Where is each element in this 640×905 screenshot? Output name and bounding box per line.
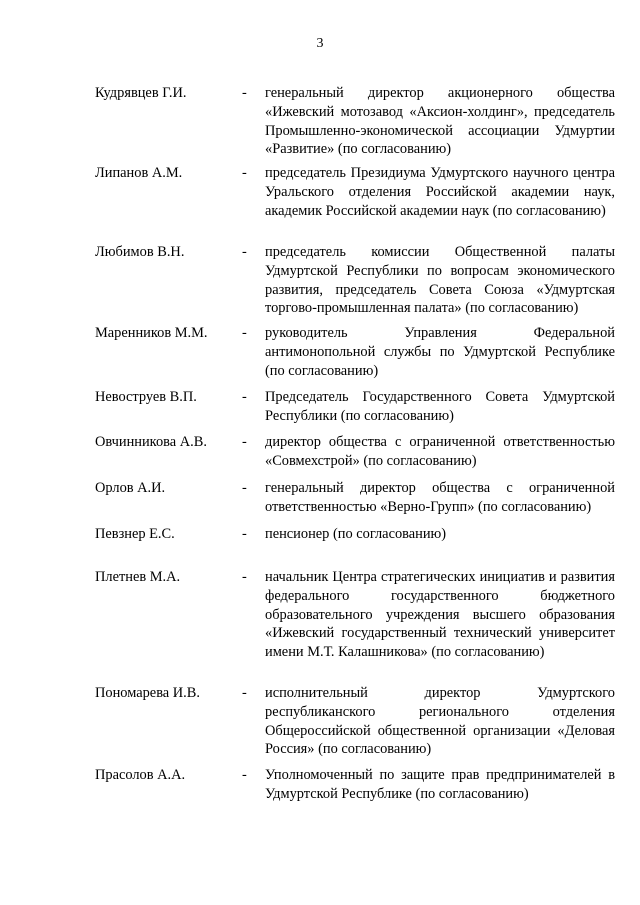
dash-separator: - [242,526,247,542]
member-position: Председатель Государственного Совета Удмуртской Республики (по согласованию) [265,389,615,424]
member-name: Певзнер Е.С. [95,526,175,542]
page-number: 3 [316,36,324,51]
dash-separator: - [242,165,247,181]
member-position: пенсионер (по согласованию) [265,526,447,542]
member-position: председатель Президиума Удмуртского научного центра Уральского отделения Российской академии наук, академик Российской академии наук (по согласованию) [265,165,615,219]
member-name: Пономарева И.В. [95,685,200,701]
member-position: генеральный директор общества с ограниченной ответственностью «Верно-Групп» (по согласованию) [265,480,615,515]
member-position: Уполномоченный по защите прав предпринимателей в Удмуртской Республике (по согласованию) [265,767,615,802]
member-name: Кудрявцев Г.И. [95,85,187,101]
member-name: Орлов А.И. [95,480,166,496]
dash-separator: - [242,325,247,341]
dash-separator: - [242,434,247,450]
dash-separator: - [242,767,247,783]
dash-separator: - [242,244,247,260]
member-name: Плетнев М.А. [95,569,181,585]
member-name: Маренников М.М. [95,325,208,341]
member-position: руководитель Управления Федеральной антимонопольной службы по Удмуртской Республике (по согласованию) [265,325,615,379]
member-position: генеральный директор акционерного общества «Ижевский мотозавод «Аксион-холдинг», председатель Промышленно-экономической ассоциации Удмуртии «Развитие» (по согласованию) [265,85,615,158]
dash-separator: - [242,389,247,405]
member-name: Невоструев В.П. [95,389,197,405]
member-name: Прасолов А.А. [95,767,186,783]
dash-separator: - [242,85,247,101]
member-name: Любимов В.Н. [95,244,185,260]
member-position: исполнительный директор Удмуртского республиканского регионального отделения Общероссийской общественной организации «Деловая Россия» (по согласованию) [265,685,615,758]
member-position: начальник Центра стратегических инициатив и развития федерального государственного бюджетного образовательного учреждения высшего образования «Ижевский государственный технический университет имени М.Т. Калашникова» (по согласованию) [265,569,615,661]
member-position: директор общества с ограниченной ответственностью «Совмехстрой» (по согласованию) [265,434,615,469]
member-position: председатель комиссии Общественной палаты Удмуртской Республики по вопросам экономического развития, председатель Совета Союза «Удмуртская торгово-промышленная палата» (по согласованию) [265,244,615,317]
dash-separator: - [242,569,247,585]
dash-separator: - [242,685,247,701]
member-name: Овчинникова А.В. [95,434,207,450]
member-name: Липанов А.М. [95,165,183,181]
dash-separator: - [242,480,247,496]
